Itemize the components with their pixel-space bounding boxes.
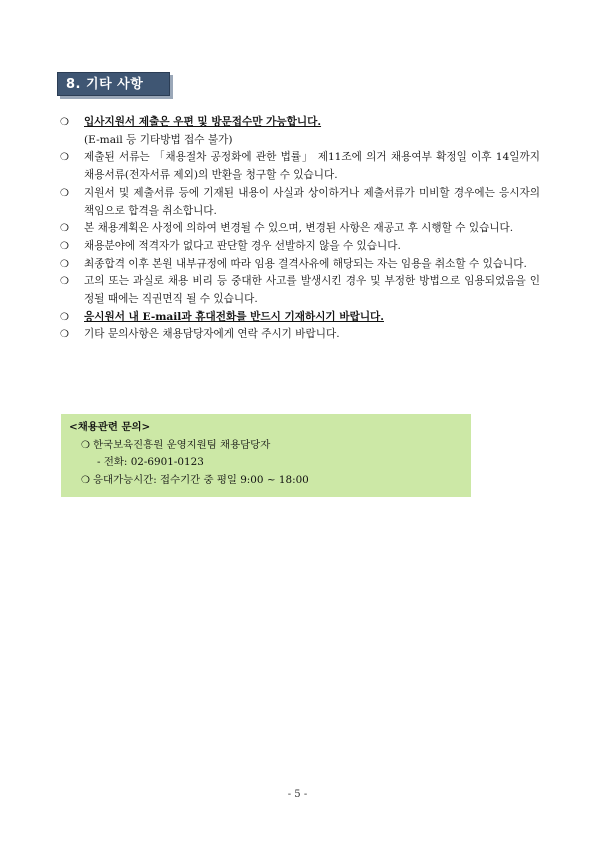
circle-bullet-icon: ❍ [81, 474, 90, 486]
notes-list [60, 114, 540, 344]
list-item [60, 326, 540, 344]
list-item [60, 256, 540, 274]
list-item [60, 185, 540, 220]
note-text: 본 채용계획은 사정에 의하여 변경될 수 있으며, 변경된 사항은 재공고 후 시행할 수 있습니다. [84, 222, 514, 235]
note-text: 입사지원서 제출은 우편 및 방문접수만 가능합니다. [84, 116, 322, 128]
section-title: 8. 기타 사항 [57, 72, 170, 96]
circle-bullet-icon: ❍ [60, 258, 69, 270]
note-text: 기타 문의사항은 채용담당자에게 연락 주시기 바랍니다. [84, 328, 340, 341]
circle-bullet-icon: ❍ [81, 439, 90, 451]
contact-hours: 응대가능시간: 접수기간 중 평일 9:00 ~ 18:00 [93, 473, 309, 486]
note-text: 지원서 및 제출서류 등에 기재된 내용이 사실과 상이하거나 제출서류가 미비할 경우에는 응시자의 책임으로 합격을 취소합니다. [84, 186, 540, 217]
contact-box [61, 414, 471, 497]
circle-bullet-icon: ❍ [60, 311, 69, 323]
list-item [60, 273, 540, 308]
contact-title: <채용관련 문의> [69, 421, 151, 433]
list-item [60, 220, 540, 238]
circle-bullet-icon: ❍ [60, 240, 69, 252]
list-item [60, 114, 540, 132]
note-text: 최종합격 이후 본원 내부규정에 따라 임용 결격사유에 해당되는 자는 임용을 취소할 수 있습니다. [84, 257, 527, 270]
note-text: 응시원서 내 E-mail과 휴대전화를 반드시 기재하시기 바랍니다. [84, 310, 384, 323]
circle-bullet-icon: ❍ [60, 329, 69, 341]
circle-bullet-icon: ❍ [60, 276, 69, 288]
note-text: 채용분야에 적격자가 없다고 판단할 경우 선발하지 않을 수 있습니다. [84, 239, 401, 252]
contact-hours-line [69, 472, 463, 490]
note-text: (E-mail 등 기타방법 접수 불가) [84, 133, 233, 146]
note-text: 고의 또는 과실로 채용 비리 등 중대한 사고를 발생시킨 경우 및 부정한 방법으로 임용되었음을 인정될 때에는 직권면직 될 수 있습니다. [84, 275, 540, 306]
note-text: 제출된 서류는 「채용절차 공정화에 관한 법률」 제11조에 의거 채용여부 확정일 이후 14일까지 채용서류(전자서류 제외)의 반환을 청구할 수 있습니다. [84, 151, 540, 182]
list-item [60, 238, 540, 256]
list-item [60, 309, 540, 327]
circle-bullet-icon: ❍ [60, 223, 69, 235]
page-number: - 5 - [287, 789, 308, 800]
contact-org-line [69, 437, 463, 455]
list-item [60, 132, 540, 150]
circle-bullet-icon: ❍ [60, 152, 69, 164]
contact-phone: - 전화: 02-6901-0123 [97, 456, 204, 468]
contact-org: 한국보육진흥원 운영지원팀 채용담당자 [93, 438, 271, 451]
list-item [60, 149, 540, 184]
circle-bullet-icon: ❍ [60, 187, 69, 199]
circle-bullet-icon: ❍ [60, 117, 69, 128]
